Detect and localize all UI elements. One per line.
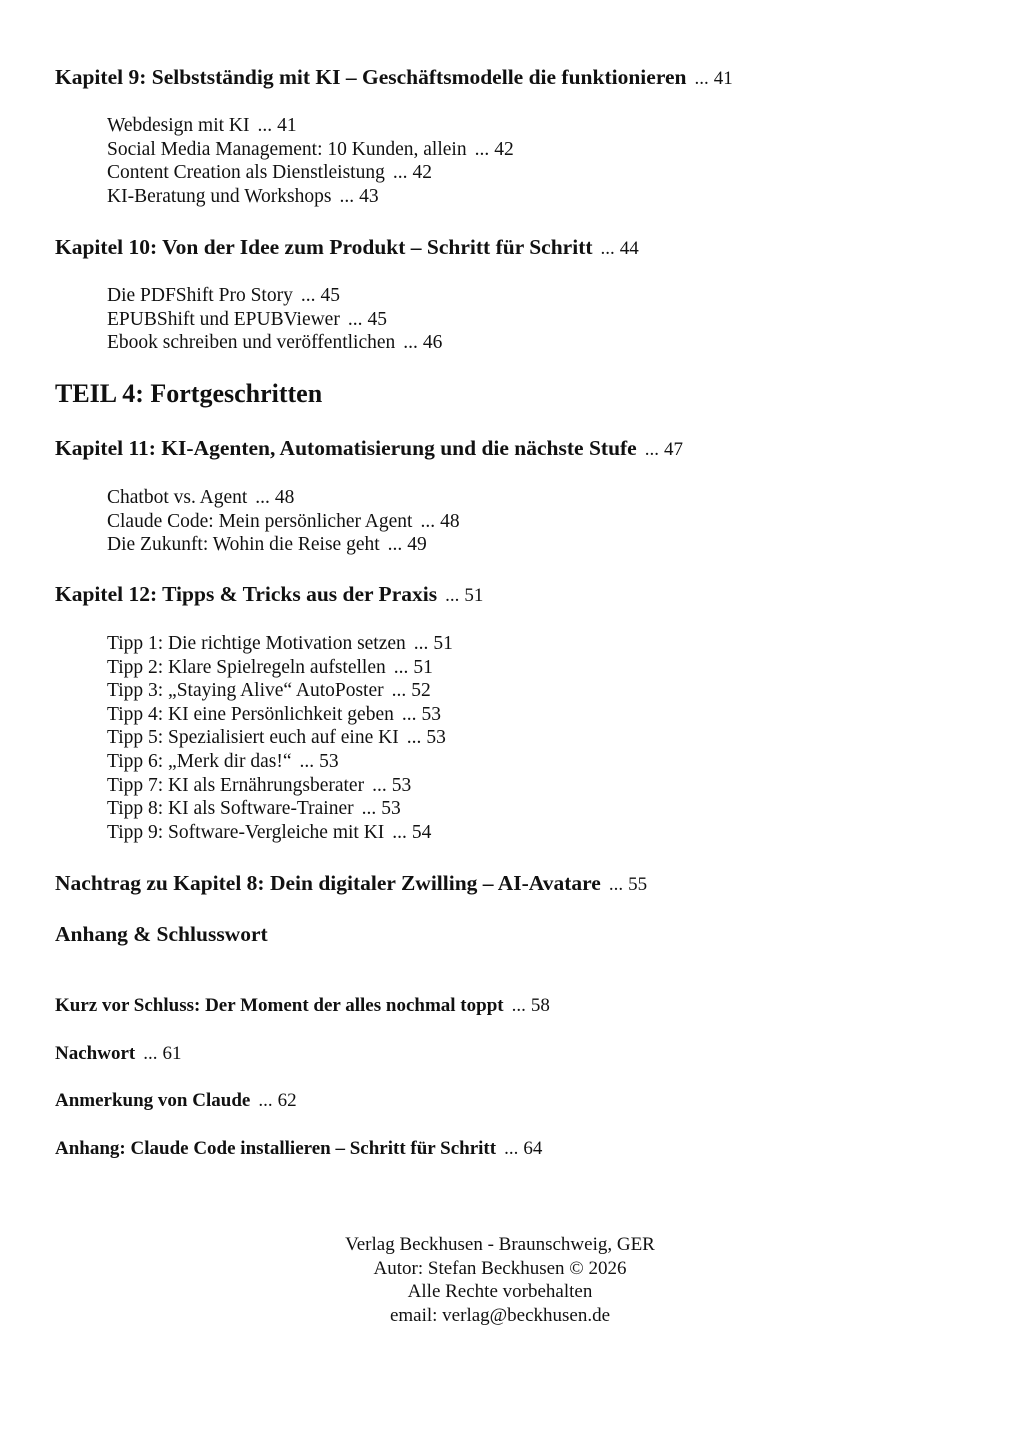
page-number: 45 [367, 308, 387, 330]
toc-section [107, 703, 974, 727]
leader-dots: ... [608, 874, 624, 895]
section-title: Social Media Management: 10 Kunden, allein [107, 138, 467, 160]
leader-dots: ... [474, 138, 490, 160]
section-title: Tipp 7: KI als Ernährungsberater [107, 774, 365, 796]
rights-line: Alle Rechte vorbehalten [407, 1281, 593, 1302]
toc-chapter-10 [55, 235, 974, 261]
section-title: Tipp 4: KI eine Persönlichkeit geben [107, 703, 394, 725]
toc-chapter-12 [55, 582, 974, 608]
page-number: 47 [663, 439, 683, 460]
page-number: 51 [464, 585, 484, 606]
page-number: 58 [530, 995, 550, 1016]
section-title: Ebook schreiben und veröffentlichen [107, 332, 396, 354]
page-number: 53 [421, 703, 441, 725]
toc-section [107, 533, 974, 557]
toc-appendix-heading: Anhang & Schlusswort [55, 922, 268, 946]
toc-entry-kurz-vor-schluss [55, 995, 974, 1017]
toc-section [107, 284, 974, 308]
page-number: 45 [320, 285, 340, 306]
toc-part-heading: TEIL 4: Fortgeschritten [55, 379, 323, 408]
toc-section [107, 308, 974, 332]
page-number: 41 [277, 115, 297, 136]
leader-dots: ... [387, 534, 403, 556]
leader-dots: ... [300, 285, 316, 306]
section-title: Tipp 5: Spezialisiert euch auf eine KI [107, 727, 399, 749]
page-number: 51 [413, 656, 433, 678]
toc-section [107, 486, 974, 510]
leader-dots: ... [393, 656, 409, 678]
leader-dots: ... [600, 238, 615, 259]
section-title: Tipp 3: „Staying Alive“ AutoPoster [107, 680, 384, 702]
page-number: 61 [162, 1043, 182, 1064]
toc-chapter-12-sections [107, 632, 974, 844]
toc-section [107, 510, 974, 534]
chapter-title: Nachtrag zu Kapitel 8: Dein digitaler Zwilling – AI-Avatare [55, 871, 601, 895]
section-title: Webdesign mit KI [107, 115, 250, 136]
toc-section [107, 750, 974, 774]
leader-dots: ... [445, 585, 460, 606]
leader-dots: ... [511, 995, 526, 1016]
page-number: 53 [426, 727, 446, 749]
page-number: 46 [422, 332, 443, 354]
toc-chapter-9-sections [107, 114, 974, 208]
section-title: Chatbot vs. Agent [107, 487, 248, 508]
entry-title: Anhang: Claude Code installieren – Schritt für Schritt [55, 1138, 497, 1159]
page-number: 53 [381, 798, 401, 820]
leader-dots: ... [401, 703, 417, 725]
author-line: Autor: Stefan Beckhusen © 2026 [373, 1257, 627, 1279]
page-number: 51 [433, 633, 453, 654]
leader-dots: ... [347, 308, 363, 330]
leader-dots: ... [255, 487, 270, 508]
leader-dots: ... [694, 68, 709, 89]
section-title: Content Creation als Dienstleistung [107, 162, 385, 184]
leader-dots: ... [392, 821, 407, 843]
page-number: 53 [391, 774, 412, 796]
leader-dots: ... [339, 185, 355, 207]
toc-section [107, 632, 974, 656]
leader-dots: ... [361, 798, 377, 820]
toc-entry-anhang [55, 1138, 974, 1160]
leader-dots: ... [257, 115, 273, 136]
page-number: 41 [713, 68, 733, 89]
page-number: 53 [319, 750, 339, 772]
toc-entry-nachwort [55, 1043, 974, 1065]
section-title: Tipp 9: Software-Vergleiche mit KI [107, 821, 385, 843]
section-title: Tipp 8: KI als Software-Trainer [107, 798, 354, 820]
page-number: 48 [274, 487, 295, 508]
toc-section [107, 726, 974, 750]
chapter-title: Kapitel 9: Selbstständig mit KI – Geschäftsmodelle die funktionieren [55, 65, 687, 89]
section-title: EPUBShift und EPUBViewer [107, 308, 340, 330]
section-title: Die Zukunft: Wohin die Reise geht [107, 534, 380, 556]
page-number: 42 [412, 162, 432, 184]
page-number: 64 [523, 1138, 543, 1159]
section-title: Claude Code: Mein persönlicher Agent [107, 510, 413, 532]
section-title: Tipp 1: Die richtige Motivation setzen [107, 633, 406, 654]
leader-dots: ... [403, 332, 418, 354]
toc-chapter-11-sections [107, 486, 974, 557]
page-number: 42 [494, 138, 514, 160]
entry-title: Anmerkung von Claude [55, 1090, 251, 1111]
section-title: KI-Beratung und Workshops [107, 185, 332, 207]
toc-section [107, 656, 974, 680]
toc-section [107, 138, 974, 162]
toc-chapter-9 [55, 65, 974, 91]
toc-section [107, 331, 974, 355]
toc-entry-anmerkung [55, 1090, 974, 1112]
page-number: 44 [619, 238, 639, 259]
section-title: Tipp 6: „Merk dir das!“ [107, 750, 292, 772]
toc-section [107, 185, 974, 209]
email-line: email: verlag@beckhusen.de [389, 1304, 611, 1326]
page-number: 52 [411, 680, 431, 702]
leader-dots: ... [420, 510, 436, 532]
leader-dots: ... [372, 774, 387, 796]
toc-addendum [55, 871, 974, 897]
page-number: 49 [407, 534, 427, 556]
publisher-line: Verlag Beckhusen - Braunschweig, GER [345, 1234, 655, 1255]
toc-section [107, 797, 974, 821]
leader-dots: ... [406, 727, 422, 749]
leader-dots: ... [504, 1138, 519, 1159]
imprint-footer [0, 1233, 1000, 1327]
page-number: 54 [411, 821, 432, 843]
toc-section [107, 774, 974, 798]
toc-section [107, 114, 974, 138]
chapter-title: Kapitel 11: KI-Agenten, Automatisierung und die nächste Stufe [55, 436, 637, 460]
toc-chapter-11 [55, 436, 974, 462]
leader-dots: ... [392, 162, 408, 184]
chapter-title: Kapitel 12: Tipps & Tricks aus der Praxis [55, 582, 438, 606]
section-title: Die PDFShift Pro Story [107, 285, 293, 306]
toc-chapter-10-sections [107, 284, 974, 355]
toc-section [107, 679, 974, 703]
toc-section [107, 821, 974, 845]
page-number: 62 [277, 1090, 297, 1111]
leader-dots: ... [299, 750, 315, 772]
entry-title: Kurz vor Schluss: Der Moment der alles nochmal toppt [55, 995, 504, 1016]
page-number: 48 [440, 510, 460, 532]
toc-section [107, 161, 974, 185]
entry-title: Nachwort [55, 1043, 136, 1064]
page-number: 43 [359, 185, 379, 207]
section-title: Tipp 2: Klare Spielregeln aufstellen [107, 656, 386, 678]
leader-dots: ... [391, 680, 407, 702]
leader-dots: ... [143, 1043, 158, 1064]
leader-dots: ... [413, 633, 429, 654]
leader-dots: ... [644, 439, 659, 460]
chapter-title: Kapitel 10: Von der Idee zum Produkt – Schritt für Schritt [55, 235, 593, 259]
page-number: 55 [628, 874, 648, 895]
leader-dots: ... [258, 1090, 273, 1111]
